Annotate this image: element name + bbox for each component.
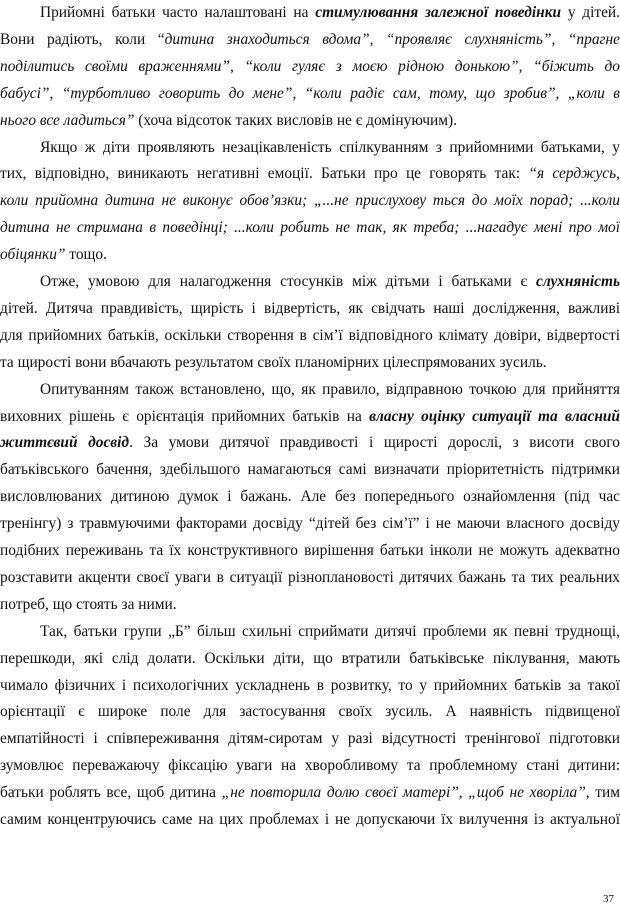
quoted-text: “я серджусь,	[528, 165, 620, 183]
text-run: Отже, умовою для налагодження стосунків між дітьми і батьками є	[40, 273, 537, 290]
text-run: перешкоди, які слід долати. Оскільки діти, що втратили батьківське піклування, мають	[0, 649, 620, 667]
quoted-text: нього все ладиться”	[0, 111, 135, 129]
text-run: Вони радіють, коли “	[0, 30, 165, 48]
text-line	[0, 780, 620, 806]
text-run: у дітей.	[561, 4, 620, 21]
text-line	[0, 54, 620, 80]
quoted-text: „не повторила долю своєї матері”, „щоб не хворіла”	[221, 784, 586, 802]
text-line	[0, 807, 620, 833]
text-line	[0, 215, 620, 241]
text-run: тощо.	[65, 246, 107, 264]
text-run: тих, відповідно, виникають негативні емоції. Батьки про це говорять так:	[0, 165, 529, 183]
text-run: батьківського бачення, здебільшого намагаються самі визначати пріоритетність підтримки	[0, 461, 620, 479]
emphasis-text: власну оцінку ситуації та власний	[369, 407, 620, 425]
text-line	[0, 404, 620, 430]
emphasis-text: стимулювання залежної поведінки	[315, 4, 562, 21]
text-run: . За умови дитячої правдивості і щирості дорослі, з висоти свого	[129, 434, 620, 452]
text-run: , тим	[585, 784, 620, 802]
text-line	[0, 646, 620, 672]
text-run: Прийомні батьки часто налаштовані на	[40, 4, 316, 21]
page-number: 37	[603, 893, 614, 905]
text-line	[40, 135, 620, 161]
text-line	[40, 0, 620, 26]
quoted-text: обіцянки”	[0, 246, 66, 264]
text-run: самим концентруючись саме на цих проблемах і не допускаючи їх вилучення із актуальної	[0, 811, 620, 828]
text-run: подібних переживань та їх конструктивного вирішення батьки інколи не можуть адекватно	[0, 542, 620, 559]
text-run: емпатійності і співпереживання дітям-сиротам у разі відсутності тренінгової підготовки	[0, 730, 620, 748]
text-run: та щирості вони вбачають результатом своїх планомірних цілеспрямованих зусиль.	[0, 353, 547, 371]
text-line	[40, 269, 620, 295]
text-line	[0, 565, 620, 591]
emphasis-text: життєвий досвід	[0, 434, 130, 452]
text-run: батьки роблять все, щоб дитина	[0, 784, 222, 802]
text-run: дітей. Дитяча правдивість, щирість і відвертість, як свідчать наші дослідження, важливі	[0, 299, 620, 317]
text-line	[0, 350, 620, 376]
emphasis-text: слухняність	[536, 273, 620, 290]
text-line	[0, 726, 620, 752]
quoted-text: поділитись своїми враженнями”, “коли гуляє з моєю рідною донькою”, “біжить до	[0, 57, 620, 75]
text-line	[0, 753, 620, 779]
text-run: висловлюваних дитиною думок і бажань. Але без попереднього ознайомлення (під час	[0, 488, 620, 506]
quoted-text: дитина не стримана в поведінці; ...коли робить не так, як треба; ...нагадує мені про мої	[0, 219, 620, 237]
text-line	[0, 161, 620, 187]
text-line	[0, 457, 620, 483]
quoted-text: коли прийомна дитина не виконує обов’язки; „...не прислухову ться до моїх порад; ...коли	[0, 192, 620, 210]
quoted-text: бабусі”, “турботливо говорить до мене”, “коли радіє сам, тому, що зробив”, „коли в	[0, 84, 620, 102]
text-line	[0, 592, 620, 618]
text-run: Так, батьки групи „Б” більш схильні сприймати дитячі проблеми як певні труднощі,	[40, 622, 620, 640]
text-run: тренінгу) з травмуючими факторами досвіду “дітей без сім’ї” і не маючи власного досвіду	[0, 515, 620, 533]
text-line	[0, 108, 620, 134]
text-line	[40, 377, 620, 403]
text-run: (хоча відсоток таких висловів не є домінуючим).	[134, 111, 457, 129]
text-run: розставити акценти своєї уваги в ситуації різноплановості дитячих бажань та тих реальних	[0, 568, 620, 586]
text-run: виховних рішень є орієнтація прийомних батьків на	[0, 407, 370, 425]
text-line	[0, 484, 620, 510]
text-line	[0, 323, 620, 349]
text-line	[0, 242, 620, 268]
text-run: для прийомних батьків, оскільки створення в сім’ї відповідного клімату довіри, відвертості	[0, 326, 620, 344]
text-run: орієнтації є широке поле для застосування своїх зусиль. А наявність підвищеної	[0, 703, 620, 721]
text-line	[0, 511, 620, 537]
quoted-text: дитина знаходиться вдома”, “проявляє слухняність”, “прагне	[164, 30, 620, 48]
text-line	[0, 188, 620, 214]
text-line	[0, 673, 620, 699]
text-line	[0, 430, 620, 456]
text-line	[0, 27, 620, 53]
text-run: Якщо ж діти проявляють незацікавленість спілкуванням з прийомними батьками, у	[40, 138, 620, 156]
text-run: Опитуванням також встановлено, що, як правило, відправною точкою для прийняття	[40, 380, 620, 398]
text-line	[0, 538, 620, 564]
text-run: потреб, що стоять за ними.	[0, 595, 177, 613]
text-line	[0, 296, 620, 322]
text-line	[40, 619, 620, 645]
text-run: зумовлює переважаючу фіксацію уваги на хворобливому та проблемному стані дитини:	[0, 757, 620, 775]
text-line	[0, 699, 620, 725]
text-run: чимало фізичних і психологічних ускладнень в розвитку, то у прийомних батьків за такої	[0, 676, 620, 694]
text-line	[0, 81, 620, 107]
